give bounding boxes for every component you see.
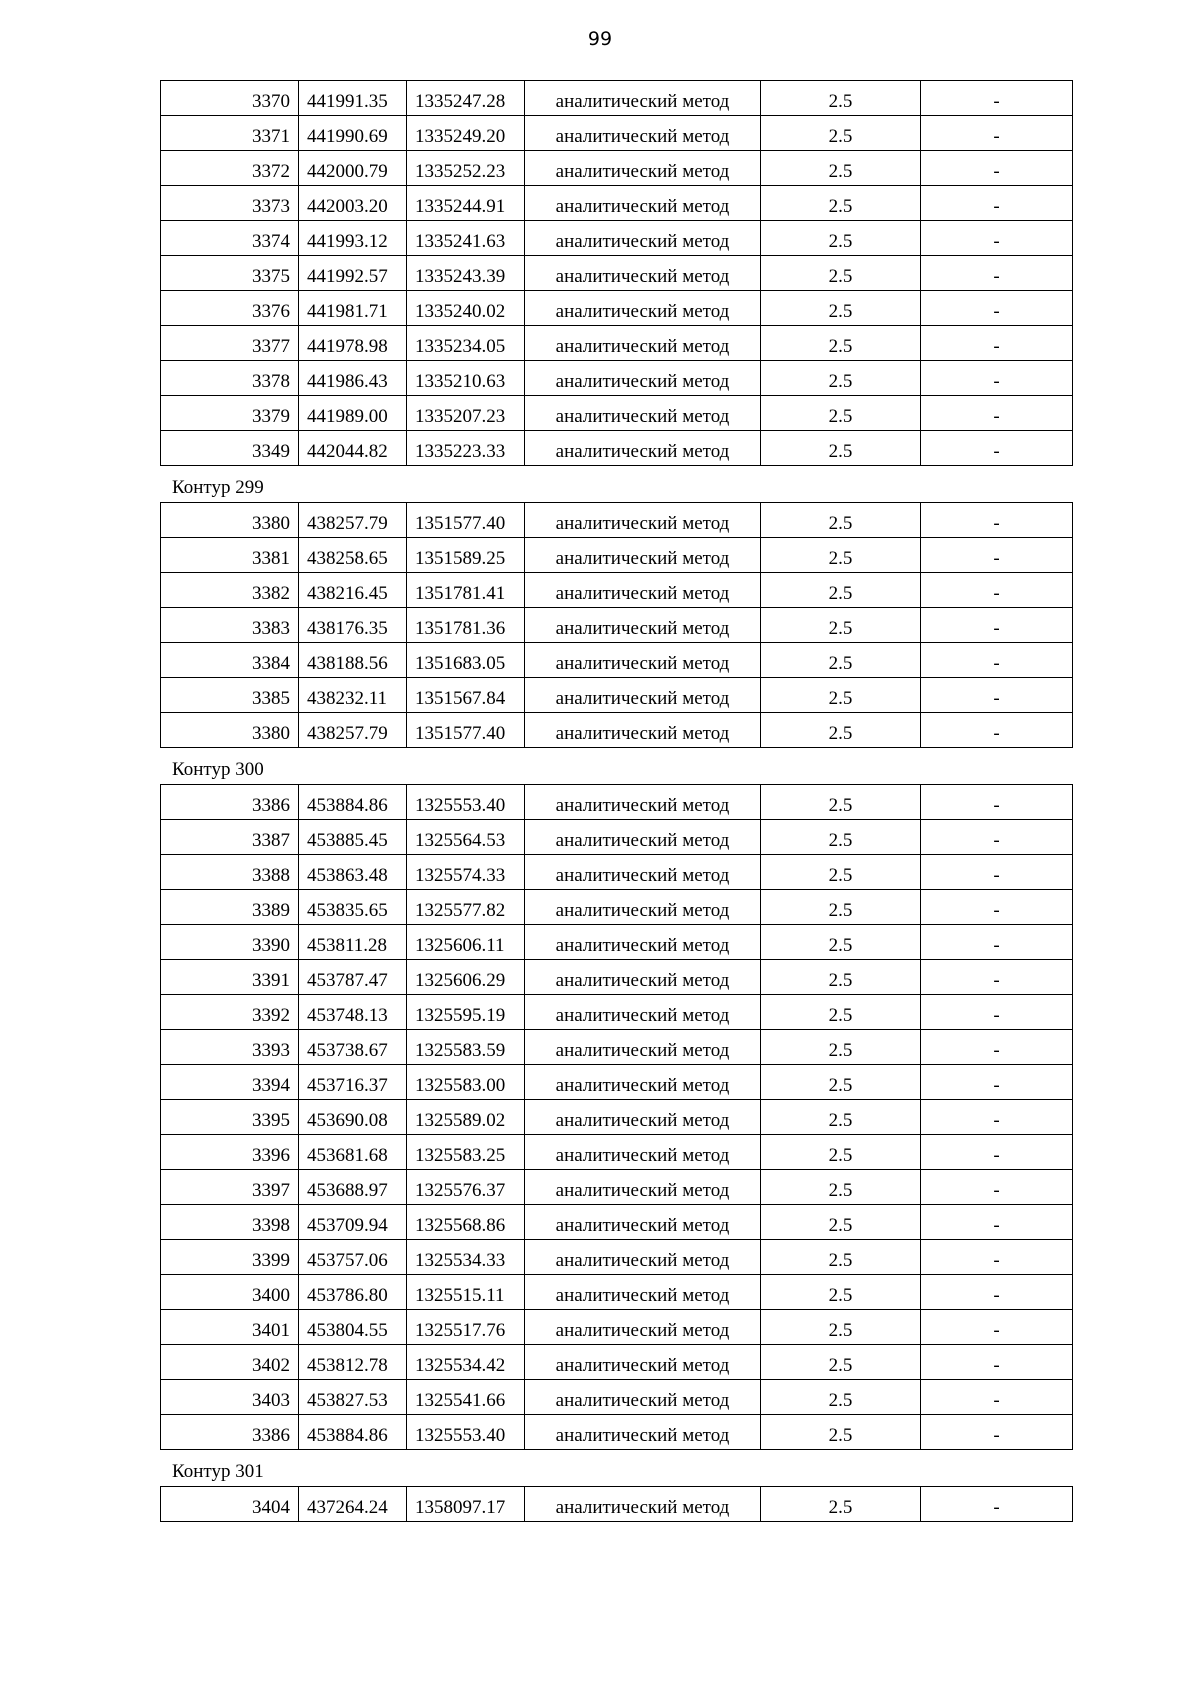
point-number-cell: 3393 [161,1030,299,1065]
x-coordinate-cell: 438216.45 [299,573,407,608]
note-cell: - [921,713,1073,748]
table-row [161,116,1073,151]
point-number-cell: 3380 [161,503,299,538]
accuracy-cell: 2.5 [761,1240,921,1275]
point-number-cell: 3376 [161,291,299,326]
note-cell: - [921,326,1073,361]
y-coordinate-cell: 1325577.82 [407,890,525,925]
point-number-cell: 3387 [161,820,299,855]
x-coordinate-cell: 441991.35 [299,81,407,116]
x-coordinate-cell: 453688.97 [299,1170,407,1205]
point-number-cell: 3385 [161,678,299,713]
note-cell: - [921,855,1073,890]
note-cell: - [921,1170,1073,1205]
y-coordinate-cell: 1325606.29 [407,960,525,995]
accuracy-cell: 2.5 [761,713,921,748]
accuracy-cell: 2.5 [761,256,921,291]
point-number-cell: 3382 [161,573,299,608]
y-coordinate-cell: 1325576.37 [407,1170,525,1205]
y-coordinate-cell: 1325568.86 [407,1205,525,1240]
method-cell: аналитический метод [525,855,761,890]
accuracy-cell: 2.5 [761,361,921,396]
x-coordinate-cell: 453884.86 [299,785,407,820]
accuracy-cell: 2.5 [761,116,921,151]
accuracy-cell: 2.5 [761,960,921,995]
table-row [161,396,1073,431]
x-coordinate-cell: 453709.94 [299,1205,407,1240]
accuracy-cell: 2.5 [761,1100,921,1135]
accuracy-cell: 2.5 [761,431,921,466]
point-number-cell: 3389 [161,890,299,925]
point-number-cell: 3391 [161,960,299,995]
x-coordinate-cell: 453738.67 [299,1030,407,1065]
y-coordinate-cell: 1351577.40 [407,713,525,748]
x-coordinate-cell: 441993.12 [299,221,407,256]
y-coordinate-cell: 1325553.40 [407,1415,525,1450]
table-row [161,678,1073,713]
method-cell: аналитический метод [525,1135,761,1170]
method-cell: аналитический метод [525,431,761,466]
point-number-cell: 3401 [161,1310,299,1345]
method-cell: аналитический метод [525,785,761,820]
y-coordinate-cell: 1325583.25 [407,1135,525,1170]
point-number-cell: 3374 [161,221,299,256]
x-coordinate-cell: 438232.11 [299,678,407,713]
accuracy-cell: 2.5 [761,1345,921,1380]
note-cell: - [921,538,1073,573]
coordinates-document [160,80,1072,1522]
table-row [161,1135,1073,1170]
coordinates-table [160,80,1073,466]
table-row [161,1415,1073,1450]
y-coordinate-cell: 1351567.84 [407,678,525,713]
accuracy-cell: 2.5 [761,538,921,573]
x-coordinate-cell: 441986.43 [299,361,407,396]
point-number-cell: 3397 [161,1170,299,1205]
accuracy-cell: 2.5 [761,1275,921,1310]
method-cell: аналитический метод [525,678,761,713]
y-coordinate-cell: 1335210.63 [407,361,525,396]
method-cell: аналитический метод [525,1100,761,1135]
y-coordinate-cell: 1325595.19 [407,995,525,1030]
note-cell: - [921,1275,1073,1310]
accuracy-cell: 2.5 [761,1170,921,1205]
note-cell: - [921,186,1073,221]
point-number-cell: 3400 [161,1275,299,1310]
note-cell: - [921,678,1073,713]
method-cell: аналитический метод [525,538,761,573]
method-cell: аналитический метод [525,1345,761,1380]
y-coordinate-cell: 1351683.05 [407,643,525,678]
x-coordinate-cell: 453690.08 [299,1100,407,1135]
note-cell: - [921,820,1073,855]
y-coordinate-cell: 1325574.33 [407,855,525,890]
note-cell: - [921,1310,1073,1345]
table-row [161,326,1073,361]
y-coordinate-cell: 1325553.40 [407,785,525,820]
point-number-cell: 3372 [161,151,299,186]
accuracy-cell: 2.5 [761,1415,921,1450]
table-row [161,291,1073,326]
note-cell: - [921,1100,1073,1135]
y-coordinate-cell: 1351781.41 [407,573,525,608]
accuracy-cell: 2.5 [761,995,921,1030]
method-cell: аналитический метод [525,116,761,151]
note-cell: - [921,221,1073,256]
point-number-cell: 3402 [161,1345,299,1380]
x-coordinate-cell: 453804.55 [299,1310,407,1345]
accuracy-cell: 2.5 [761,1030,921,1065]
method-cell: аналитический метод [525,81,761,116]
note-cell: - [921,785,1073,820]
method-cell: аналитический метод [525,503,761,538]
y-coordinate-cell: 1335244.91 [407,186,525,221]
method-cell: аналитический метод [525,995,761,1030]
table-row [161,855,1073,890]
x-coordinate-cell: 453787.47 [299,960,407,995]
accuracy-cell: 2.5 [761,785,921,820]
table-row [161,186,1073,221]
table-row [161,785,1073,820]
y-coordinate-cell: 1351589.25 [407,538,525,573]
point-number-cell: 3403 [161,1380,299,1415]
accuracy-cell: 2.5 [761,186,921,221]
accuracy-cell: 2.5 [761,1135,921,1170]
point-number-cell: 3349 [161,431,299,466]
point-number-cell: 3375 [161,256,299,291]
table-row [161,1065,1073,1100]
y-coordinate-cell: 1325534.33 [407,1240,525,1275]
table-row [161,890,1073,925]
note-cell: - [921,890,1073,925]
note-cell: - [921,995,1073,1030]
y-coordinate-cell: 1335223.33 [407,431,525,466]
table-row [161,820,1073,855]
note-cell: - [921,1065,1073,1100]
method-cell: аналитический метод [525,713,761,748]
accuracy-cell: 2.5 [761,890,921,925]
note-cell: - [921,1030,1073,1065]
method-cell: аналитический метод [525,960,761,995]
method-cell: аналитический метод [525,1030,761,1065]
method-cell: аналитический метод [525,1170,761,1205]
method-cell: аналитический метод [525,326,761,361]
method-cell: аналитический метод [525,925,761,960]
note-cell: - [921,925,1073,960]
accuracy-cell: 2.5 [761,503,921,538]
point-number-cell: 3398 [161,1205,299,1240]
x-coordinate-cell: 442000.79 [299,151,407,186]
note-cell: - [921,396,1073,431]
table-row [161,1345,1073,1380]
note-cell: - [921,1240,1073,1275]
x-coordinate-cell: 453885.45 [299,820,407,855]
coordinates-table [160,1486,1073,1522]
point-number-cell: 3386 [161,785,299,820]
table-row [161,925,1073,960]
table-row [161,538,1073,573]
point-number-cell: 3378 [161,361,299,396]
table-row [161,256,1073,291]
table-row [161,995,1073,1030]
y-coordinate-cell: 1325583.00 [407,1065,525,1100]
accuracy-cell: 2.5 [761,1487,921,1522]
accuracy-cell: 2.5 [761,1065,921,1100]
x-coordinate-cell: 441992.57 [299,256,407,291]
note-cell: - [921,1345,1073,1380]
note-cell: - [921,608,1073,643]
table-row [161,1205,1073,1240]
method-cell: аналитический метод [525,186,761,221]
accuracy-cell: 2.5 [761,678,921,713]
x-coordinate-cell: 437264.24 [299,1487,407,1522]
x-coordinate-cell: 453716.37 [299,1065,407,1100]
point-number-cell: 3379 [161,396,299,431]
accuracy-cell: 2.5 [761,81,921,116]
y-coordinate-cell: 1325564.53 [407,820,525,855]
x-coordinate-cell: 453884.86 [299,1415,407,1450]
note-cell: - [921,1415,1073,1450]
accuracy-cell: 2.5 [761,1310,921,1345]
contour-title: Контур 301 [172,1461,264,1482]
y-coordinate-cell: 1335243.39 [407,256,525,291]
coordinates-table [160,784,1073,1450]
accuracy-cell: 2.5 [761,221,921,256]
point-number-cell: 3380 [161,713,299,748]
x-coordinate-cell: 442044.82 [299,431,407,466]
note-cell: - [921,431,1073,466]
table-row [161,713,1073,748]
point-number-cell: 3377 [161,326,299,361]
y-coordinate-cell: 1325606.11 [407,925,525,960]
page-number: 99 [587,28,613,50]
note-cell: - [921,573,1073,608]
accuracy-cell: 2.5 [761,396,921,431]
contour-title: Контур 299 [172,477,264,498]
table-row [161,81,1073,116]
table-row [161,361,1073,396]
y-coordinate-cell: 1325589.02 [407,1100,525,1135]
x-coordinate-cell: 453835.65 [299,890,407,925]
method-cell: аналитический метод [525,1310,761,1345]
x-coordinate-cell: 441990.69 [299,116,407,151]
x-coordinate-cell: 453863.48 [299,855,407,890]
x-coordinate-cell: 453748.13 [299,995,407,1030]
table-row [161,1310,1073,1345]
method-cell: аналитический метод [525,361,761,396]
method-cell: аналитический метод [525,1205,761,1240]
accuracy-cell: 2.5 [761,643,921,678]
y-coordinate-cell: 1325583.59 [407,1030,525,1065]
method-cell: аналитический метод [525,1275,761,1310]
point-number-cell: 3388 [161,855,299,890]
point-number-cell: 3384 [161,643,299,678]
table-row [161,1100,1073,1135]
note-cell: - [921,1205,1073,1240]
x-coordinate-cell: 438188.56 [299,643,407,678]
method-cell: аналитический метод [525,256,761,291]
note-cell: - [921,1487,1073,1522]
note-cell: - [921,291,1073,326]
point-number-cell: 3386 [161,1415,299,1450]
accuracy-cell: 2.5 [761,820,921,855]
method-cell: аналитический метод [525,890,761,925]
table-row [161,1380,1073,1415]
accuracy-cell: 2.5 [761,151,921,186]
method-cell: аналитический метод [525,221,761,256]
table-row [161,503,1073,538]
method-cell: аналитический метод [525,151,761,186]
x-coordinate-cell: 442003.20 [299,186,407,221]
x-coordinate-cell: 438257.79 [299,713,407,748]
method-cell: аналитический метод [525,1415,761,1450]
x-coordinate-cell: 438257.79 [299,503,407,538]
point-number-cell: 3394 [161,1065,299,1100]
x-coordinate-cell: 453786.80 [299,1275,407,1310]
x-coordinate-cell: 453827.53 [299,1380,407,1415]
accuracy-cell: 2.5 [761,573,921,608]
point-number-cell: 3390 [161,925,299,960]
table-row [161,221,1073,256]
contour-title: Контур 300 [172,759,264,780]
y-coordinate-cell: 1325534.42 [407,1345,525,1380]
method-cell: аналитический метод [525,1487,761,1522]
point-number-cell: 3381 [161,538,299,573]
table-row [161,608,1073,643]
accuracy-cell: 2.5 [761,291,921,326]
y-coordinate-cell: 1335252.23 [407,151,525,186]
accuracy-cell: 2.5 [761,855,921,890]
x-coordinate-cell: 453812.78 [299,1345,407,1380]
note-cell: - [921,256,1073,291]
note-cell: - [921,1380,1073,1415]
x-coordinate-cell: 441978.98 [299,326,407,361]
table-row [161,960,1073,995]
x-coordinate-cell: 441989.00 [299,396,407,431]
table-row [161,431,1073,466]
accuracy-cell: 2.5 [761,326,921,361]
y-coordinate-cell: 1335247.28 [407,81,525,116]
table-row [161,643,1073,678]
table-row [161,573,1073,608]
method-cell: аналитический метод [525,396,761,431]
note-cell: - [921,1135,1073,1170]
method-cell: аналитический метод [525,643,761,678]
method-cell: аналитический метод [525,608,761,643]
point-number-cell: 3371 [161,116,299,151]
y-coordinate-cell: 1325541.66 [407,1380,525,1415]
x-coordinate-cell: 453757.06 [299,1240,407,1275]
point-number-cell: 3404 [161,1487,299,1522]
point-number-cell: 3396 [161,1135,299,1170]
table-row [161,151,1073,186]
note-cell: - [921,361,1073,396]
table-row [161,1487,1073,1522]
point-number-cell: 3383 [161,608,299,643]
method-cell: аналитический метод [525,1065,761,1100]
x-coordinate-cell: 453811.28 [299,925,407,960]
method-cell: аналитический метод [525,573,761,608]
accuracy-cell: 2.5 [761,1380,921,1415]
method-cell: аналитический метод [525,291,761,326]
x-coordinate-cell: 438176.35 [299,608,407,643]
note-cell: - [921,960,1073,995]
y-coordinate-cell: 1325515.11 [407,1275,525,1310]
y-coordinate-cell: 1358097.17 [407,1487,525,1522]
point-number-cell: 3370 [161,81,299,116]
y-coordinate-cell: 1351577.40 [407,503,525,538]
table-row [161,1170,1073,1205]
accuracy-cell: 2.5 [761,925,921,960]
table-row [161,1275,1073,1310]
table-row [161,1030,1073,1065]
method-cell: аналитический метод [525,1380,761,1415]
x-coordinate-cell: 438258.65 [299,538,407,573]
y-coordinate-cell: 1335249.20 [407,116,525,151]
y-coordinate-cell: 1335241.63 [407,221,525,256]
y-coordinate-cell: 1325517.76 [407,1310,525,1345]
y-coordinate-cell: 1351781.36 [407,608,525,643]
note-cell: - [921,151,1073,186]
note-cell: - [921,116,1073,151]
point-number-cell: 3373 [161,186,299,221]
x-coordinate-cell: 453681.68 [299,1135,407,1170]
method-cell: аналитический метод [525,820,761,855]
method-cell: аналитический метод [525,1240,761,1275]
table-row [161,1240,1073,1275]
note-cell: - [921,503,1073,538]
y-coordinate-cell: 1335234.05 [407,326,525,361]
x-coordinate-cell: 441981.71 [299,291,407,326]
y-coordinate-cell: 1335207.23 [407,396,525,431]
note-cell: - [921,643,1073,678]
accuracy-cell: 2.5 [761,608,921,643]
y-coordinate-cell: 1335240.02 [407,291,525,326]
point-number-cell: 3392 [161,995,299,1030]
point-number-cell: 3395 [161,1100,299,1135]
accuracy-cell: 2.5 [761,1205,921,1240]
coordinates-table [160,502,1073,748]
note-cell: - [921,81,1073,116]
point-number-cell: 3399 [161,1240,299,1275]
